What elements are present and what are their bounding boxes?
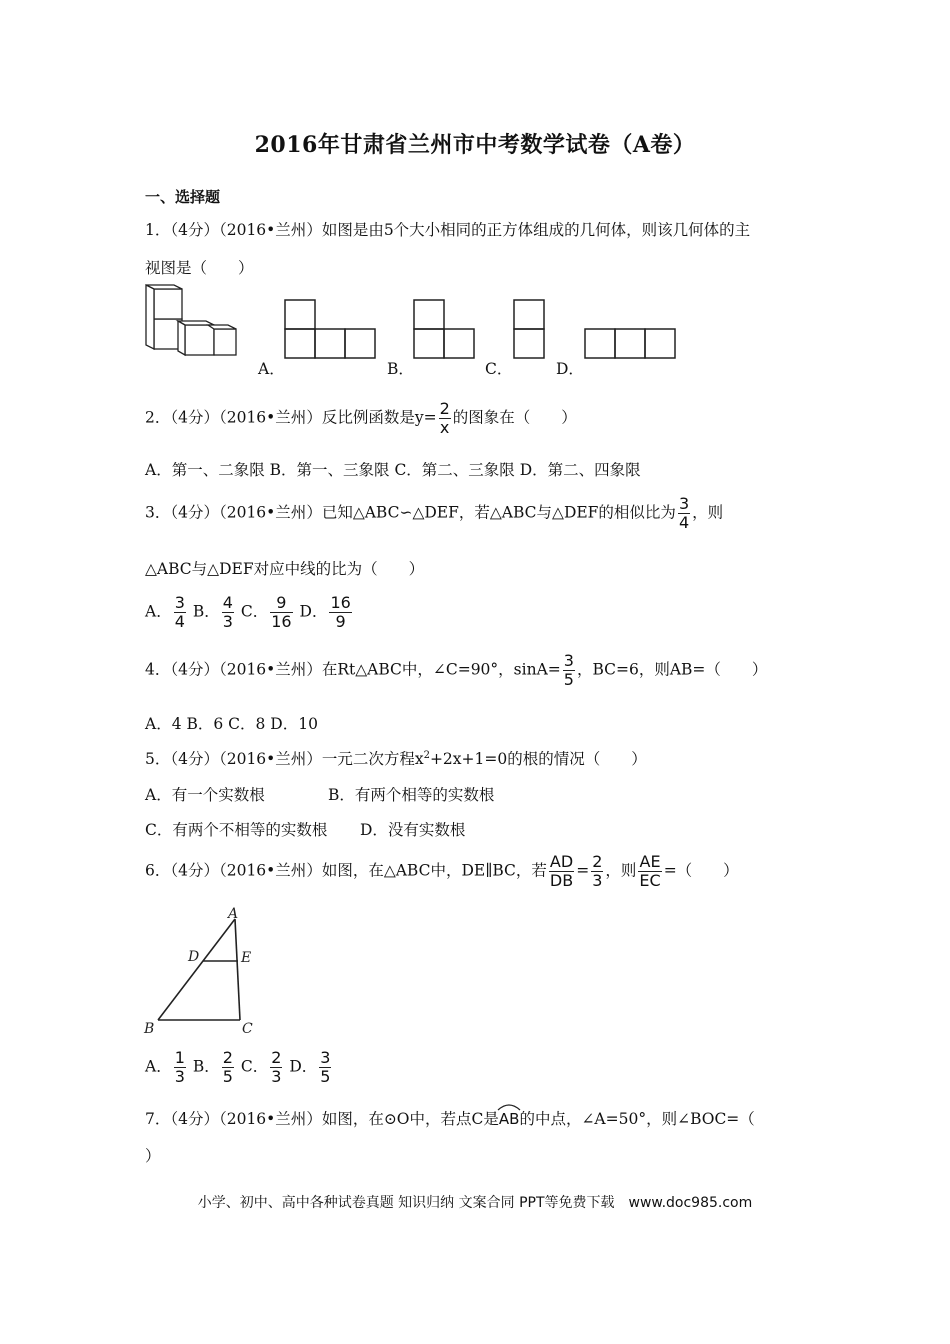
q6-option-d-fraction: [319, 1049, 331, 1086]
q1-option-b-figure: [413, 298, 475, 360]
q1-option-b-label: B．: [387, 360, 414, 378]
q3-option-b-numerator: 4: [222, 593, 233, 612]
page-title: 2016年甘肃省兰州市中考数学试卷（A卷）: [254, 132, 696, 158]
q3-fraction-numerator: 3: [678, 494, 690, 513]
q6-option-c-numerator: 2: [271, 1048, 282, 1067]
q3-option-c-fraction: [270, 594, 292, 631]
q3-option-a-label: A．: [145, 602, 172, 621]
q2-stem-post: 的图象在（ ）: [452, 408, 577, 427]
q6-option-b-numerator: 2: [222, 1048, 233, 1067]
q4-fraction: [563, 652, 575, 689]
section-heading: 一、选择题: [145, 188, 221, 206]
q7-stem: [145, 1107, 755, 1129]
q6-equals: =: [576, 861, 590, 880]
q7-stem-pre: 7．（4分）（2016•兰州）如图，在⊙O中，若点C是: [145, 1110, 499, 1128]
q2-fraction-numerator: 2: [439, 399, 450, 418]
q6-fraction-2: 2: [592, 852, 603, 871]
q3-option-c-numerator: 9: [270, 594, 292, 613]
q3-option-b-label: B．: [192, 602, 220, 621]
q4-stem-pre: 4．（4分）（2016•兰州）在Rt△ABC中，∠C=90°，sinA=: [145, 660, 561, 679]
q6-label-b: B: [144, 1021, 155, 1035]
q5-stem: [145, 747, 647, 769]
q6-options: [145, 1049, 333, 1086]
q6-option-d-denominator: 5: [320, 1067, 331, 1086]
q6-option-a-denominator: 3: [174, 1067, 185, 1086]
q7-arc-label: AB: [498, 1110, 520, 1128]
q3-option-d-label: D．: [299, 602, 328, 621]
q3-option-d-fraction: [329, 594, 351, 631]
q6-option-d-label: D．: [289, 1057, 318, 1076]
q6-option-c-denominator: 3: [271, 1067, 282, 1086]
q6-stem-mid: ，则: [605, 861, 637, 880]
q3-option-d-denominator: 9: [335, 612, 346, 631]
q5-option-b: B．有两个相等的实数根: [328, 786, 495, 804]
q6-fraction-ad: AD: [549, 852, 574, 871]
page-footer: 小学、初中、高中各种试卷真题 知识归纳 文案合同 PPT等免费下载 www.doc985.com: [197, 1195, 753, 1211]
q5-stem-pre: 5．（4分）（2016•兰州）一元二次方程x: [145, 750, 424, 768]
q3-stem: [145, 495, 723, 532]
q7-stem-post: 的中点，∠A=50°，则∠BOC=（: [519, 1110, 755, 1128]
q3-stem-post: ，则: [692, 503, 724, 522]
q1-option-d-figure: [584, 328, 676, 361]
q3-line2: △ABC与△DEF对应中线的比为（ ）: [145, 560, 425, 578]
q3-fraction: [678, 495, 690, 532]
arc-icon: [497, 1103, 521, 1111]
q6-triangle-figure: [140, 905, 265, 1035]
q3-fraction-denominator: 4: [678, 513, 690, 532]
q5-option-c: C．有两个不相等的实数根: [145, 821, 328, 839]
q1-option-d-label: D．: [556, 360, 584, 378]
q6-option-b-denominator: 5: [222, 1067, 233, 1086]
q6-stem-pre: 6．（4分）（2016•兰州）如图，在△ABC中，DE∥BC，若: [145, 861, 547, 880]
q4-fraction-numerator: 3: [563, 651, 574, 670]
q1-option-a-label: A．: [258, 360, 285, 378]
q6-fraction-ae-ec: [638, 853, 661, 890]
q5-stem-post: +2x+1=0的根的情况（ ）: [429, 750, 647, 768]
q2-stem: [145, 400, 577, 437]
q6-fraction-2-3: [591, 853, 603, 890]
q6-option-a-fraction: [174, 1049, 186, 1086]
q3-option-a-denominator: 4: [174, 612, 185, 631]
q6-fraction-ad-db: [549, 853, 574, 890]
q6-label-d: D: [188, 949, 200, 965]
q3-option-d-numerator: 16: [330, 593, 351, 612]
q6-option-c-fraction: [270, 1049, 282, 1086]
q1-line2: 视图是（ ）: [145, 259, 254, 277]
q6-label-a: A: [228, 906, 239, 922]
q6-option-b-label: B．: [192, 1057, 220, 1076]
q6-option-a-label: A．: [145, 1057, 172, 1076]
q1-3d-cubes-figure: [140, 283, 240, 358]
q3-option-b-denominator: 3: [222, 612, 233, 631]
q4-stem-post: ，BC=6，则AB=（ ）: [576, 660, 768, 679]
q6-fraction-3: 3: [592, 871, 603, 890]
q6-option-b-fraction: [222, 1049, 234, 1086]
q2-fraction: [439, 400, 451, 437]
q3-stem-pre: 3．（4分）（2016•兰州）已知△ABC∽△DEF，若△ABC与△DEF的相似比为: [145, 503, 676, 522]
q1-option-c-figure: [513, 298, 547, 360]
q3-option-b-fraction: [222, 594, 234, 631]
q3-option-a-numerator: 3: [174, 593, 185, 612]
q3-option-c-label: C．: [240, 602, 269, 621]
q6-stem-post: =（ ）: [663, 861, 739, 880]
q5-option-d: D．没有实数根: [360, 821, 466, 839]
q4-options: A．4 B．6 C．8 D．10: [145, 715, 318, 733]
q7-arc-ab: [499, 1110, 520, 1128]
q2-stem-pre: 2．（4分）（2016•兰州）反比例函数是y=: [145, 408, 437, 427]
q5-option-a: A．有一个实数根: [145, 786, 265, 804]
q6-fraction-ec: EC: [639, 871, 661, 890]
q6-label-c: C: [242, 1021, 253, 1035]
q6-option-c-label: C．: [240, 1057, 269, 1076]
q4-fraction-denominator: 5: [563, 670, 574, 689]
q4-stem: [145, 652, 767, 689]
q2-fraction-denominator: x: [439, 418, 450, 437]
q6-stem: [145, 853, 739, 890]
q6-option-d-numerator: 3: [320, 1048, 331, 1067]
q6-option-a-numerator: 1: [174, 1048, 185, 1067]
q3-option-a-fraction: [174, 594, 186, 631]
q6-label-e: E: [241, 950, 252, 966]
q7-line2: ）: [145, 1147, 161, 1165]
q3-options: [145, 594, 354, 631]
q3-option-c-denominator: 16: [271, 612, 292, 631]
q6-fraction-ae: AE: [639, 852, 661, 871]
q2-options: A．第一、二象限 B．第一、三象限 C．第二、三象限 D．第二、四象限: [145, 461, 641, 479]
q1-line1: 1．（4分）（2016•兰州）如图是由5个大小相同的正方体组成的几何体，则该几何体的主: [145, 221, 751, 239]
q1-option-a-figure: [284, 298, 376, 360]
q5-superscript: 2: [423, 749, 430, 761]
q1-option-c-label: C．: [485, 360, 513, 378]
q6-fraction-db: DB: [549, 871, 574, 890]
